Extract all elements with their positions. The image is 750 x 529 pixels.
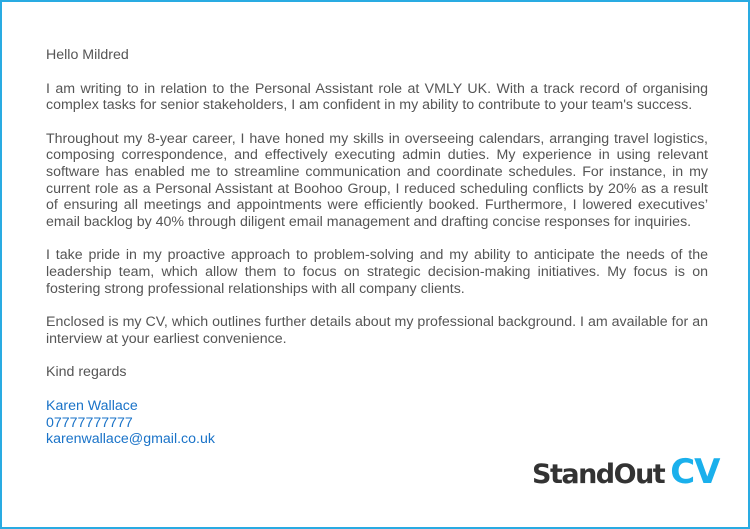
greeting: Hello Mildred [46, 47, 129, 63]
standout-cv-logo [532, 452, 719, 492]
logo-text-standout: StandOut [532, 459, 665, 490]
paragraph-approach: I take pride in my proactive approach to problem-solving and my ability to anticipate the needs of the leadership team, which allow them to focus on strategic decision-making initiatives. My focus is on fostering strong professional relationships with all company clients. [46, 247, 708, 297]
paragraph-experience: Throughout my 8-year career, I have honed my skills in overseeing calendars, arranging travel logistics, composing correspondence, and effectively executing admin duties. My experience in using relevant software has enabled me to streamline communication and coordinate schedules. For instance, in my current role as a Personal Assistant at Boohoo Group, I reduced scheduling conflicts by 20% as a result of ensuring all meetings and appointments were efficiently booked. Furthermore, I lowered executives’ email backlog by 40% through diligent email management and drafting concise responses for inquiries. [46, 130, 708, 230]
signature-block [46, 398, 708, 448]
paragraph-closing: Enclosed is my CV, which outlines further details about my professional background. I am available for an interview at your earliest convenience. [46, 314, 708, 347]
signature-name: Karen Wallace [46, 397, 138, 414]
letter-body [46, 47, 708, 448]
logo-text-cv: CV [670, 452, 720, 492]
signature-email: karenwallace@gmail.co.uk [46, 431, 215, 448]
paragraph-intro: I am writing to in relation to the Personal Assistant role at VMLY UK. With a track record of organising complex tasks for senior stakeholders, I am confident in my ability to contribute to your team's success. [46, 80, 708, 114]
signature-phone: 07777777777 [46, 414, 133, 431]
sign-off: Kind regards [46, 364, 127, 381]
